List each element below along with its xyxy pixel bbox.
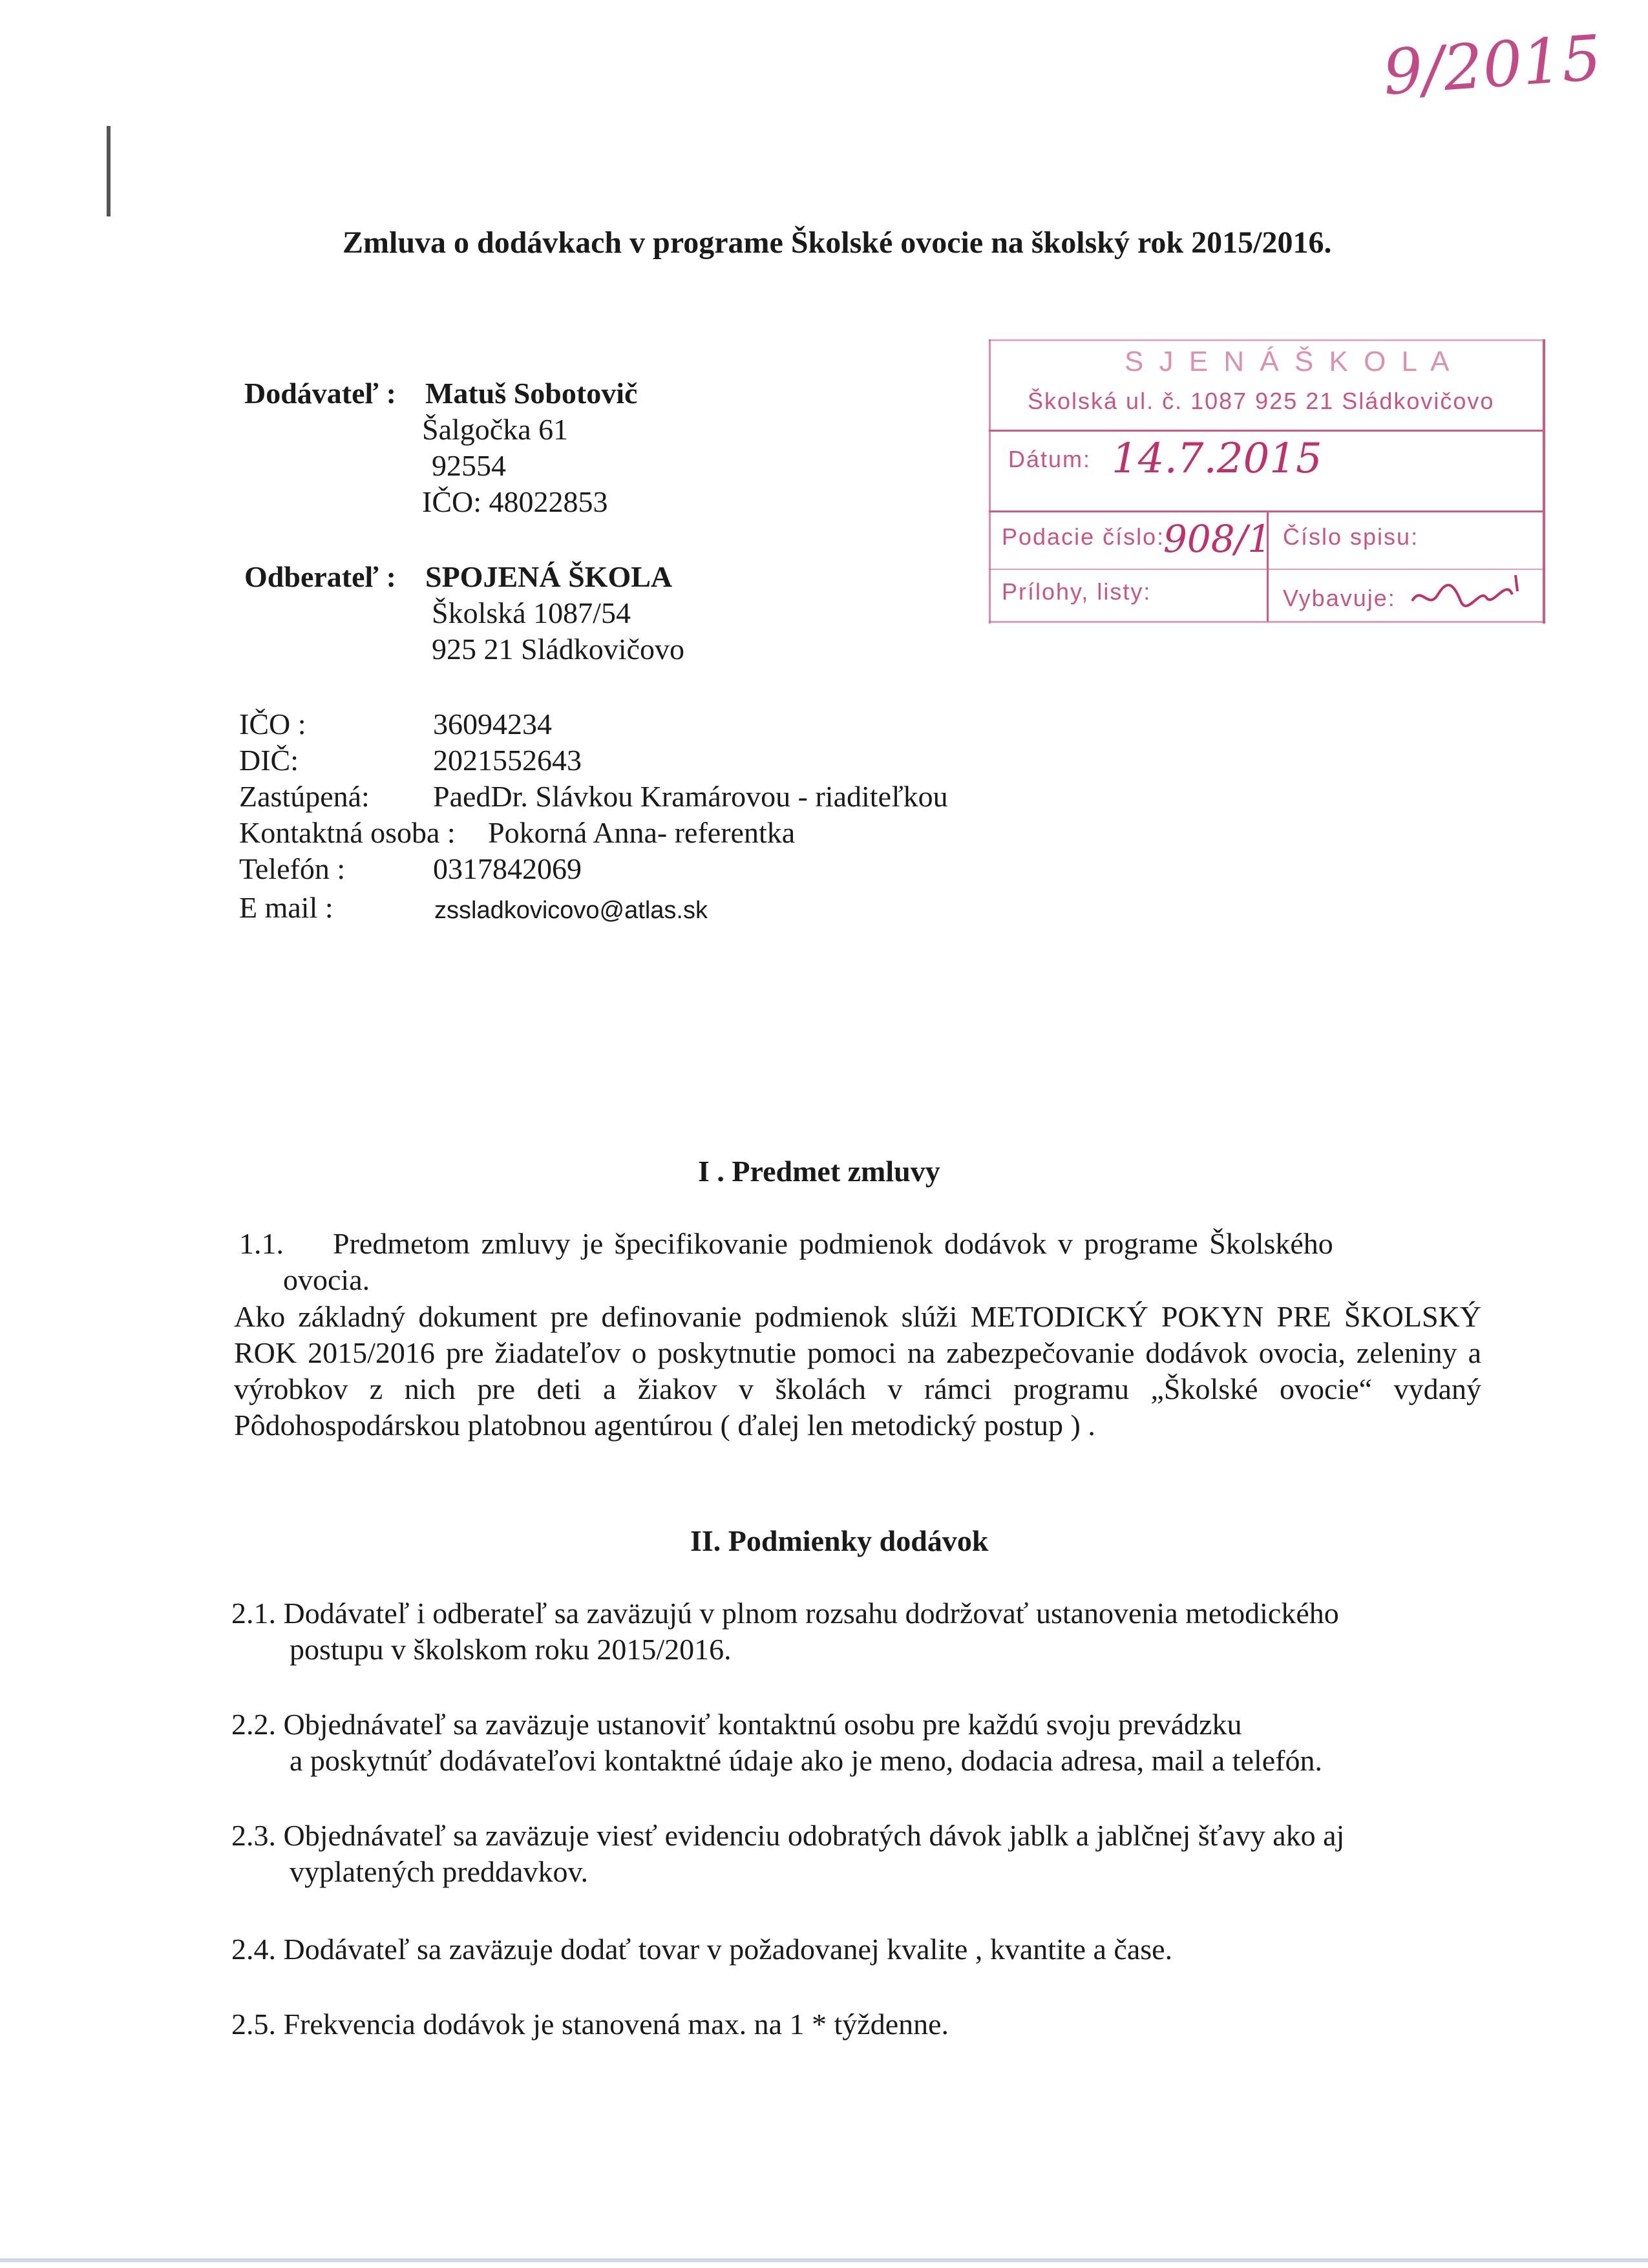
section2-item-line1: 2.1. Dodávateľ i odberateľ sa zaväzujú v plnom rozsahu dodržovať ustanovenia metodického [231, 1597, 1339, 1630]
supplier-street: Šalgočka 61 [422, 413, 569, 446]
section2-item-line1: 2.5. Frekvencia dodávok je stanovená max. na 1 * týždenne. [231, 2008, 949, 2041]
page-title: Zmluva o dodávkach v programe Školské ovocie na školský rok 2015/2016. [343, 226, 1332, 260]
section2-item-line2: vyplatených preddavkov. [290, 1855, 588, 1888]
customer-label: Odberateľ : [244, 560, 396, 593]
detail-ico-label: IČO : [239, 708, 306, 740]
stamp-signature [1409, 572, 1525, 617]
section2-item-line2: postupu v školskom roku 2015/2016. [290, 1633, 732, 1666]
supplier-name: Matuš Sobotovič [425, 377, 638, 410]
detail-contact-value: Pokorná Anna- referentka [488, 816, 796, 849]
supplier-ico: IČO: 48022853 [422, 485, 608, 518]
stamp-divider-1 [989, 430, 1545, 432]
supplier-label: Dodávateľ : [244, 377, 396, 410]
detail-dic-value: 2021552643 [433, 744, 582, 777]
section1-heading: I . Predmet zmluvy [698, 1155, 940, 1188]
stamp-address: Školská ul. č. 1087 925 21 Sládkovičovo [1028, 388, 1495, 414]
detail-contact-label: Kontaktná osoba : [239, 816, 456, 849]
section2-item-line1: 2.3. Objednávateľ sa zaväzuje viesť evidenciu odobratých dávok jablk a jablčnej šťavy ako aj [231, 1819, 1345, 1852]
stamp-border-right [1543, 339, 1545, 624]
stamp-cislo-spisu-label: Číslo spisu: [1283, 523, 1419, 550]
section1-p1-text: Predmetom zmluvy je špecifikovanie podmienok dodávok v programe Školského [333, 1227, 1333, 1260]
registry-stamp [989, 339, 1545, 624]
stamp-date-label: Dátum: [1008, 446, 1092, 472]
detail-phone-label: Telefón : [239, 852, 346, 885]
customer-city: 925 21 Sládkovičovo [432, 633, 684, 666]
stamp-date-value: 14.7.2015 [1112, 435, 1322, 483]
stamp-podacie-value: 908/1 [1163, 517, 1272, 561]
detail-dic-label: DIČ: [239, 744, 299, 777]
stamp-podacie-label: Podacie číslo: [1002, 523, 1165, 550]
supplier-label-text: Dodávateľ [244, 377, 379, 410]
handwritten-number: 9/2015 [1380, 21, 1604, 109]
customer-name: SPOJENÁ ŠKOLA [425, 560, 673, 593]
detail-represented-label: Zastúpená: [239, 780, 370, 813]
scan-edge-mark [107, 126, 111, 216]
scan-bottom-edge [0, 2258, 1648, 2262]
section1-p2: Ako základný dokument pre definovanie podmienok slúži METODICKÝ POKYN PRE ŠKOLSKÝ ROK 2015/2016 pre žiadateľov o poskytnutie pomoci na zabezpečovanie dodávok ovocia, zeleniny a výrobkov z nich pre deti a žiakov v školách v rámci programu „Školské ovocie“ vydaný Pôdohospodárskou platobnou agentúrou ( ďalej len metodický postup ) . [234, 1300, 1481, 1442]
section2-item-line2: a poskytnúť dodávateľovi kontaktné údaje ako je meno, dodacia adresa, mail a telefón. [290, 1744, 1322, 1777]
stamp-prilohy-label: Prílohy, listy: [1002, 578, 1152, 605]
section2-item-line1: 2.2. Objednávateľ sa zaväzuje ustanoviť kontaktnú osobu pre každú svoju prevádzku [231, 1708, 1242, 1741]
detail-email-label: E mail : [239, 891, 333, 924]
section1-p1-number: 1.1. [239, 1227, 284, 1260]
section1-p1-continuation: ovocia. [283, 1263, 370, 1296]
stamp-border-top [989, 339, 1545, 341]
customer-label-text: Odberateľ [244, 560, 379, 593]
stamp-border-left [989, 339, 991, 624]
section2-heading: II. Podmienky dodávok [690, 1524, 989, 1557]
detail-ico-value: 36094234 [433, 708, 552, 740]
detail-phone-value: 0317842069 [433, 852, 582, 885]
detail-represented-value: PaedDr. Slávkou Kramárovou - riaditeľkou [433, 780, 948, 813]
detail-email-value: zssladkovicovo@atlas.sk [434, 897, 708, 924]
stamp-header: S J E N Á Š K O L A [1125, 346, 1453, 377]
supplier-zip: 92554 [432, 449, 506, 482]
customer-street: Školská 1087/54 [432, 596, 631, 629]
stamp-vybavuje-label: Vybavuje: [1283, 585, 1396, 611]
section2-item-line1: 2.4. Dodávateľ sa zaväzuje dodať tovar v požadovanej kvalite , kvantite a čase. [231, 1933, 1173, 1966]
